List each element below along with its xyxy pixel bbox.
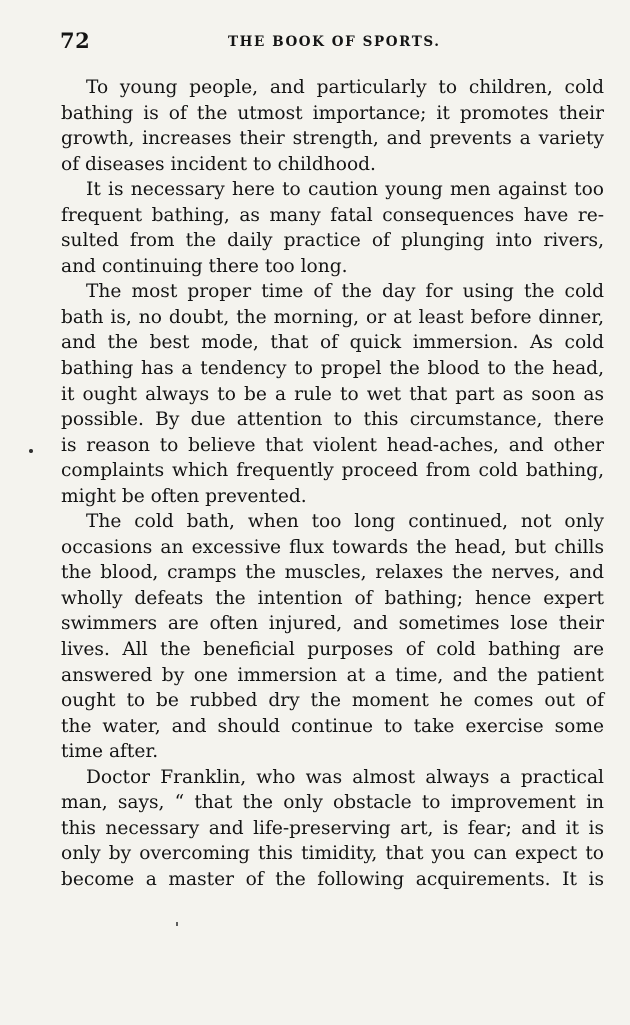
text-line: answered by one immersion at a time, and the patient xyxy=(61,664,604,686)
text-line: Doctor Franklin, who was almost always a practical xyxy=(86,766,604,788)
text-line: the water, and should continue to take exercise some xyxy=(61,715,604,737)
running-title: THE BOOK OF SPORTS. xyxy=(228,34,441,50)
text-line: the blood, cramps the muscles, relaxes the nerves, and xyxy=(61,562,604,584)
text-line: complaints which frequently proceed from cold bathing, xyxy=(61,460,604,482)
text-line: lives. All the beneficial purposes of cold bathing are xyxy=(61,639,604,661)
text-line: occasions an excessive flux towards the head, but chills xyxy=(61,536,604,558)
text-line: wholly defeats the intention of bathing; hence expert xyxy=(61,587,604,609)
text-line: sulted from the daily practice of plunging into rivers, xyxy=(61,230,604,252)
page-number: 72 xyxy=(60,28,91,53)
text-line: The cold bath, when too long continued, not only xyxy=(86,511,604,533)
text-line: bath is, no doubt, the morning, or at least before dinner, xyxy=(61,306,604,328)
text-line: possible. By due attention to this circumstance, there xyxy=(61,409,604,431)
text-line: swimmers are often injured, and sometimes lose their xyxy=(61,613,604,635)
margin-dot-mark xyxy=(29,449,33,453)
text-line: and the best mode, that of quick immersion. As cold xyxy=(61,332,604,354)
text-line: is reason to believe that violent head-aches, and other xyxy=(61,434,604,456)
text-line: might be often prevented. xyxy=(61,485,307,507)
text-line: ought to be rubbed dry the moment he comes out of xyxy=(61,690,604,712)
text-line: time after. xyxy=(61,741,159,763)
text-line: this necessary and life-preserving art, is fear; and it is xyxy=(61,817,604,839)
text-line: bathing has a tendency to propel the blood to the head, xyxy=(61,358,604,380)
text-line: growth, increases their strength, and prevents a variety xyxy=(61,128,604,150)
running-head xyxy=(60,28,603,58)
text-line: frequent bathing, as many fatal consequences have re- xyxy=(61,204,604,226)
text-line: it ought always to be a rule to wet that part as soon as xyxy=(61,383,604,405)
text-line: of diseases incident to childhood. xyxy=(61,153,376,175)
text-line: To young people, and particularly to children, cold xyxy=(86,77,604,98)
footer-tick-mark xyxy=(176,922,178,926)
text-line: bathing is of the utmost importance; it promotes their xyxy=(61,102,604,124)
body-text xyxy=(61,75,604,893)
text-line: only by overcoming this timidity, that you can expect to xyxy=(61,843,604,865)
text-line: and continuing there too long. xyxy=(61,255,348,277)
text-line: become a master of the following acquirements. It is xyxy=(61,868,604,890)
text-line: It is necessary here to caution young men against too xyxy=(86,179,604,201)
text-line: The most proper time of the day for using the cold xyxy=(86,281,604,303)
text-line: man, says, “ that the only obstacle to improvement in xyxy=(61,792,604,814)
